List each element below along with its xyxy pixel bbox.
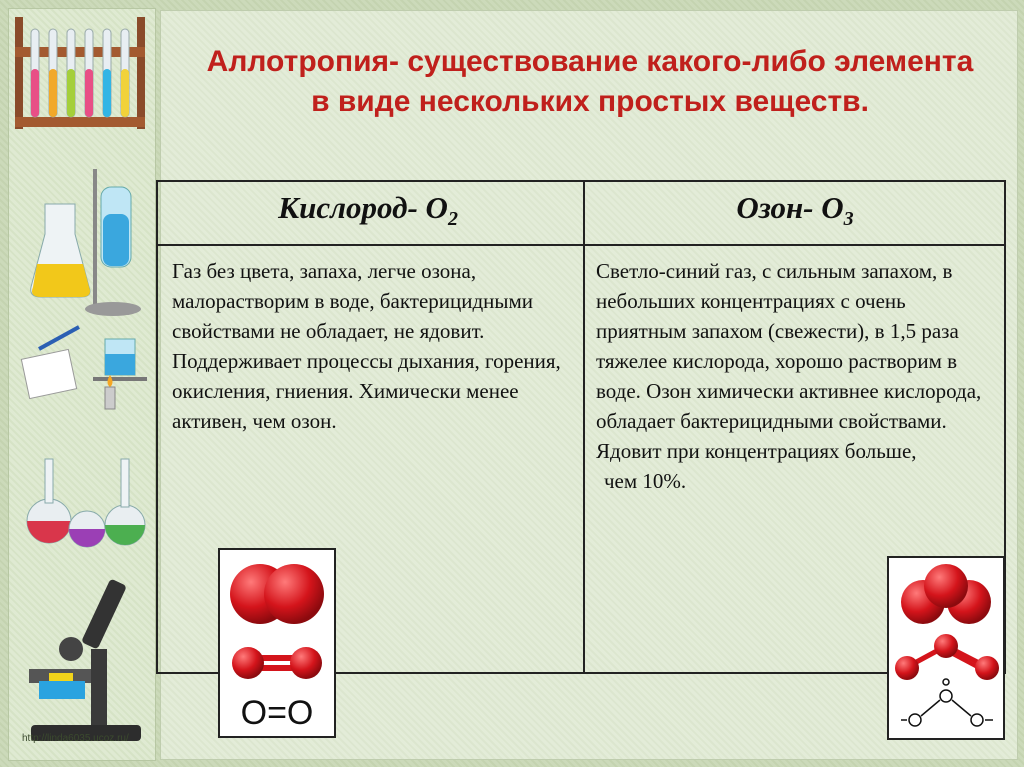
footer-url: http://linda6035.ucoz.ru/ bbox=[22, 733, 129, 744]
ozone-molecule-graphic bbox=[889, 558, 1003, 738]
ozone-atom bbox=[895, 656, 919, 680]
ozone-resonance-diagram bbox=[901, 679, 993, 726]
oxygen-atom bbox=[264, 564, 324, 624]
microscope-icon bbox=[29, 578, 141, 741]
test-tube-rack-icon bbox=[15, 17, 145, 129]
ozone-description-end: чем 10%. bbox=[604, 469, 687, 493]
burner-icon bbox=[93, 339, 147, 409]
flask-icon bbox=[31, 169, 141, 316]
ozone-description-text: Светло-синий газ, с сильным запахом, в небольших концентрациях с очень приятным запахом (свежести), в 1,5 раза тяжелее кислорода, хорошо растворим в воде. Озон химически активнее кислорода, обладает бактерицидными свойствами. Ядовит при концентрациях больше, bbox=[596, 259, 982, 463]
header-oxygen-name: Кислород- O bbox=[278, 190, 448, 225]
oxygen-molecule-image bbox=[218, 548, 336, 738]
table-divider-vertical bbox=[583, 182, 585, 672]
header-ozone-subscript: 3 bbox=[843, 208, 854, 231]
slide-title: Аллотропия- существование какого-либо элемента в виде нескольких простых веществ. bbox=[206, 45, 974, 118]
table-divider-horizontal bbox=[158, 244, 1004, 246]
ozone-atom bbox=[934, 634, 958, 658]
header-oxygen bbox=[158, 190, 578, 238]
ozone-molecule-image bbox=[887, 556, 1005, 740]
oxygen-formula: O=O bbox=[240, 694, 314, 732]
oxygen-description: Газ без цвета, запаха, легче озона, малорастворим в воде, бактерицидными свойствами не обладает, не ядовит. Поддерживает процессы дыхания, горения, окисления, гниения. Химически менее активен, чем озон. bbox=[172, 259, 561, 433]
oxygen-atom bbox=[290, 647, 322, 679]
sidebar-illustrations bbox=[9, 9, 155, 760]
glassware-icon bbox=[27, 459, 145, 547]
notebook-pen-icon bbox=[21, 327, 79, 399]
header-oxygen-subscript: 2 bbox=[447, 208, 458, 231]
ozone-description bbox=[596, 256, 996, 496]
ozone-atom bbox=[975, 656, 999, 680]
decorative-sidebar bbox=[8, 8, 156, 761]
header-ozone-name: Озон- O bbox=[736, 190, 844, 225]
oxygen-atom bbox=[232, 647, 264, 679]
header-ozone bbox=[585, 190, 1005, 238]
ozone-atom bbox=[924, 564, 968, 608]
